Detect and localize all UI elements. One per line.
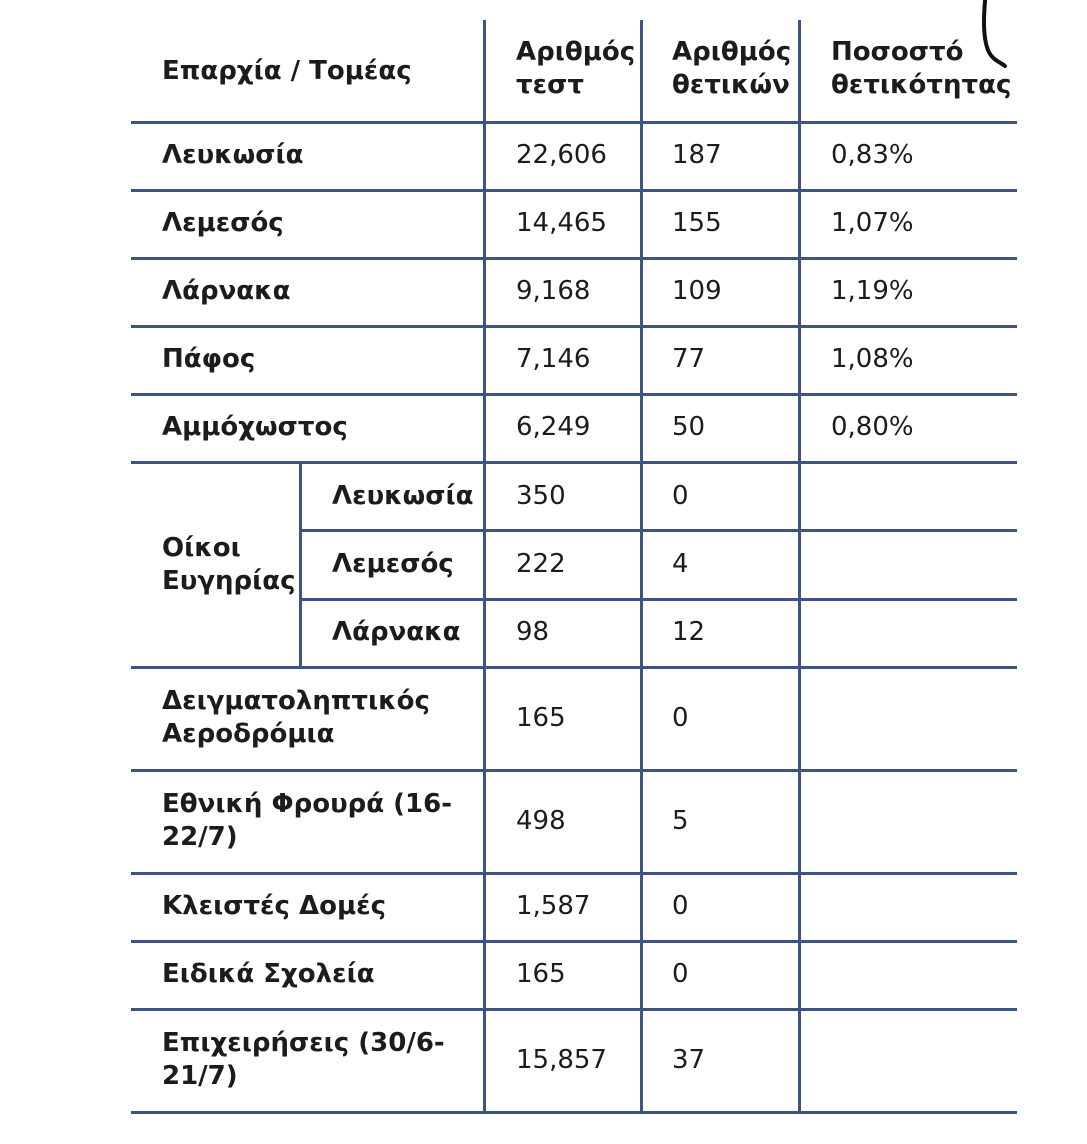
- header-tests: [516, 36, 635, 102]
- row-label-line1: Δειγματοληπτικός: [162, 686, 430, 716]
- row-label: [162, 1027, 445, 1093]
- row-label-line2: 22/7): [162, 822, 238, 852]
- row-label: Πάφος: [162, 344, 256, 374]
- row-divider: [131, 461, 1017, 464]
- tests-value: 9,168: [516, 276, 591, 306]
- rate-value: 0,83%: [831, 140, 914, 170]
- tests-value: 165: [516, 959, 566, 989]
- column-divider: [640, 20, 643, 1113]
- tests-value: 165: [516, 703, 566, 733]
- column-divider: [483, 20, 486, 1113]
- tests-value: 22,606: [516, 140, 607, 170]
- tests-value: 98: [516, 617, 550, 647]
- row-divider: [131, 769, 1017, 772]
- row-label-line2: 21/7): [162, 1061, 238, 1091]
- header-tests-line1: Αριθμός: [516, 37, 636, 67]
- header-rate-line1: Ποσοστό: [831, 37, 964, 67]
- row-label-line2: Αεροδρόμια: [162, 719, 335, 749]
- header-rate-line2: θετικότητας: [831, 70, 1012, 100]
- row-divider: [131, 1008, 1017, 1011]
- row-label: Λευκωσία: [162, 140, 304, 170]
- rate-value: 1,08%: [831, 344, 914, 374]
- row-divider: [131, 1111, 1017, 1114]
- tests-value: 350: [516, 481, 566, 511]
- rate-value: 1,07%: [831, 208, 914, 238]
- positives-value: 0: [672, 959, 689, 989]
- care-home-sublabel: Λάρνακα: [332, 617, 461, 647]
- header-positives-line1: Αριθμός: [672, 37, 792, 67]
- row-label: [162, 788, 452, 854]
- tests-value: 222: [516, 549, 566, 579]
- positives-value: 50: [672, 412, 706, 442]
- header-rate: [831, 36, 1011, 102]
- positives-value: 109: [672, 276, 722, 306]
- header-positives: [672, 36, 791, 102]
- row-divider: [131, 940, 1017, 943]
- positives-value: 187: [672, 140, 722, 170]
- row-divider: [131, 872, 1017, 875]
- row-divider: [131, 257, 1017, 260]
- tests-value: 498: [516, 806, 566, 836]
- positives-value: 0: [672, 891, 689, 921]
- row-label: Λάρνακα: [162, 276, 291, 306]
- row-divider: [131, 121, 1017, 124]
- positives-value: 0: [672, 481, 689, 511]
- row-label: Κλειστές Δομές: [162, 891, 386, 921]
- subgroup-divider: [299, 462, 302, 668]
- row-divider: [299, 529, 1017, 532]
- care-home-sublabel: Λευκωσία: [332, 481, 474, 511]
- positives-value: 37: [672, 1045, 706, 1075]
- positives-value: 155: [672, 208, 722, 238]
- row-divider: [299, 598, 1017, 601]
- tests-value: 6,249: [516, 412, 591, 442]
- row-label-line1: Επιχειρήσεις (30/6-: [162, 1028, 445, 1058]
- row-label-line1: Εθνική Φρουρά (16-: [162, 789, 453, 819]
- positives-value: 12: [672, 617, 706, 647]
- positives-value: 4: [672, 549, 689, 579]
- rate-value: 0,80%: [831, 412, 914, 442]
- header-tests-line2: τεστ: [516, 70, 584, 100]
- row-divider: [131, 666, 1017, 669]
- positives-value: 0: [672, 703, 689, 733]
- header-positives-line2: θετικών: [672, 70, 790, 100]
- header-region: Επαρχία / Τομέας: [162, 56, 412, 86]
- column-divider: [798, 20, 801, 1113]
- row-divider: [131, 189, 1017, 192]
- row-label: Αμμόχωστος: [162, 412, 348, 442]
- tests-value: 1,587: [516, 891, 591, 921]
- row-divider: [131, 393, 1017, 396]
- row-label: Ειδικά Σχολεία: [162, 959, 375, 989]
- care-homes-label: [162, 532, 296, 598]
- row-label: Λεμεσός: [162, 208, 284, 238]
- positives-value: 77: [672, 344, 706, 374]
- row-divider: [131, 325, 1017, 328]
- care-home-sublabel: Λεμεσός: [332, 549, 454, 579]
- tests-value: 7,146: [516, 344, 591, 374]
- tests-value: 15,857: [516, 1045, 607, 1075]
- row-label: [162, 685, 430, 751]
- positives-value: 5: [672, 806, 689, 836]
- care-homes-label-line2: Ευγηρίας: [162, 566, 296, 596]
- rate-value: 1,19%: [831, 276, 914, 306]
- care-homes-label-line1: Οίκοι: [162, 533, 241, 563]
- tests-value: 14,465: [516, 208, 607, 238]
